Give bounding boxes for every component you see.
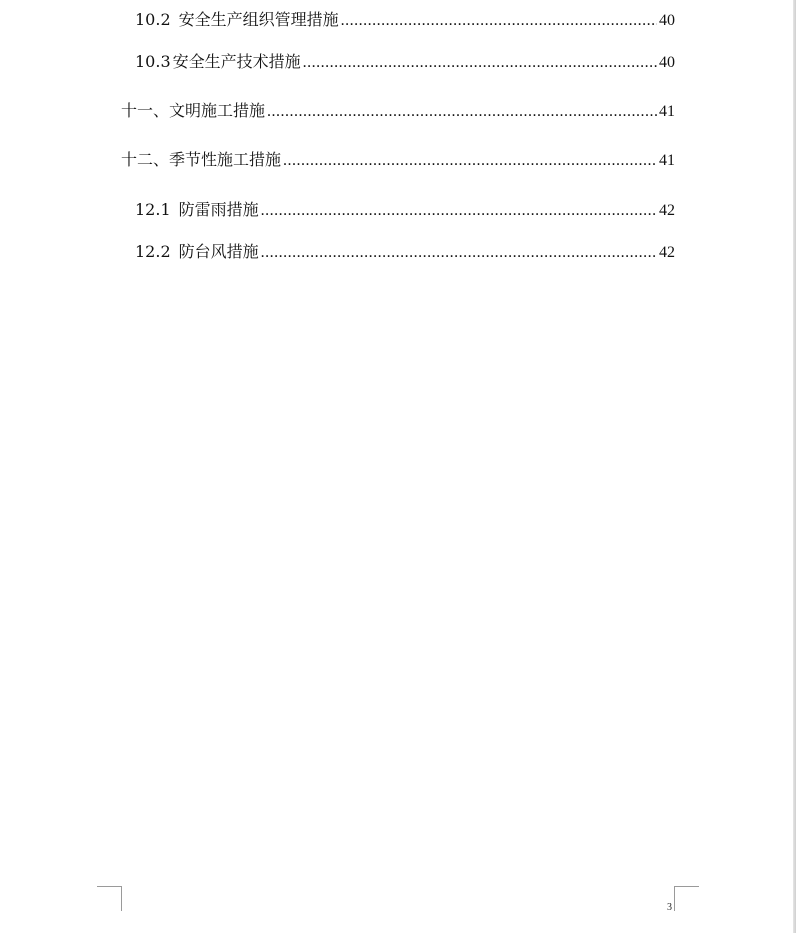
margin-corner-mark-left <box>97 886 122 911</box>
toc-dot-leader <box>261 242 657 264</box>
toc-entry-page: 41 <box>659 103 675 120</box>
toc-entry-page: 42 <box>659 244 675 261</box>
toc-entry[interactable] <box>121 149 675 172</box>
toc-dot-leader <box>283 150 657 172</box>
toc-entry-page: 42 <box>659 202 675 219</box>
footer-page-number: 3 <box>667 902 672 913</box>
toc-dot-leader <box>261 200 657 222</box>
toc-entry[interactable] <box>135 9 675 32</box>
toc-dot-leader <box>267 101 657 123</box>
toc-entry-title: 安全生产技术措施 <box>172 52 301 71</box>
toc-entry-number: 12.2 <box>135 242 171 261</box>
toc-entry[interactable] <box>135 241 675 264</box>
toc-entry-number: 10.2 <box>135 10 171 29</box>
toc-entry[interactable] <box>121 100 675 123</box>
toc-entry-title: 防台风措施 <box>178 242 259 261</box>
toc-entry[interactable] <box>135 51 675 74</box>
toc-entry-page: 40 <box>659 54 675 71</box>
margin-corner-mark-right <box>674 886 699 911</box>
toc-entry-page: 40 <box>659 12 675 29</box>
toc-dot-leader <box>303 52 657 74</box>
toc-entry[interactable] <box>135 199 675 222</box>
toc-dot-leader <box>341 10 657 32</box>
toc-entry-number: 十二、 <box>121 150 170 169</box>
toc-entry-number: 十一、 <box>121 101 170 120</box>
toc-entry-title: 文明施工措施 <box>169 101 266 120</box>
toc-entry-number: 12.1 <box>135 200 171 219</box>
toc-entry-title: 季节性施工措施 <box>169 150 282 169</box>
toc-entry-title: 安全生产组织管理措施 <box>178 10 339 29</box>
toc-entry-title: 防雷雨措施 <box>178 200 259 219</box>
toc-entry-number: 10.3 <box>135 52 171 71</box>
toc-entry-page: 41 <box>659 152 675 169</box>
